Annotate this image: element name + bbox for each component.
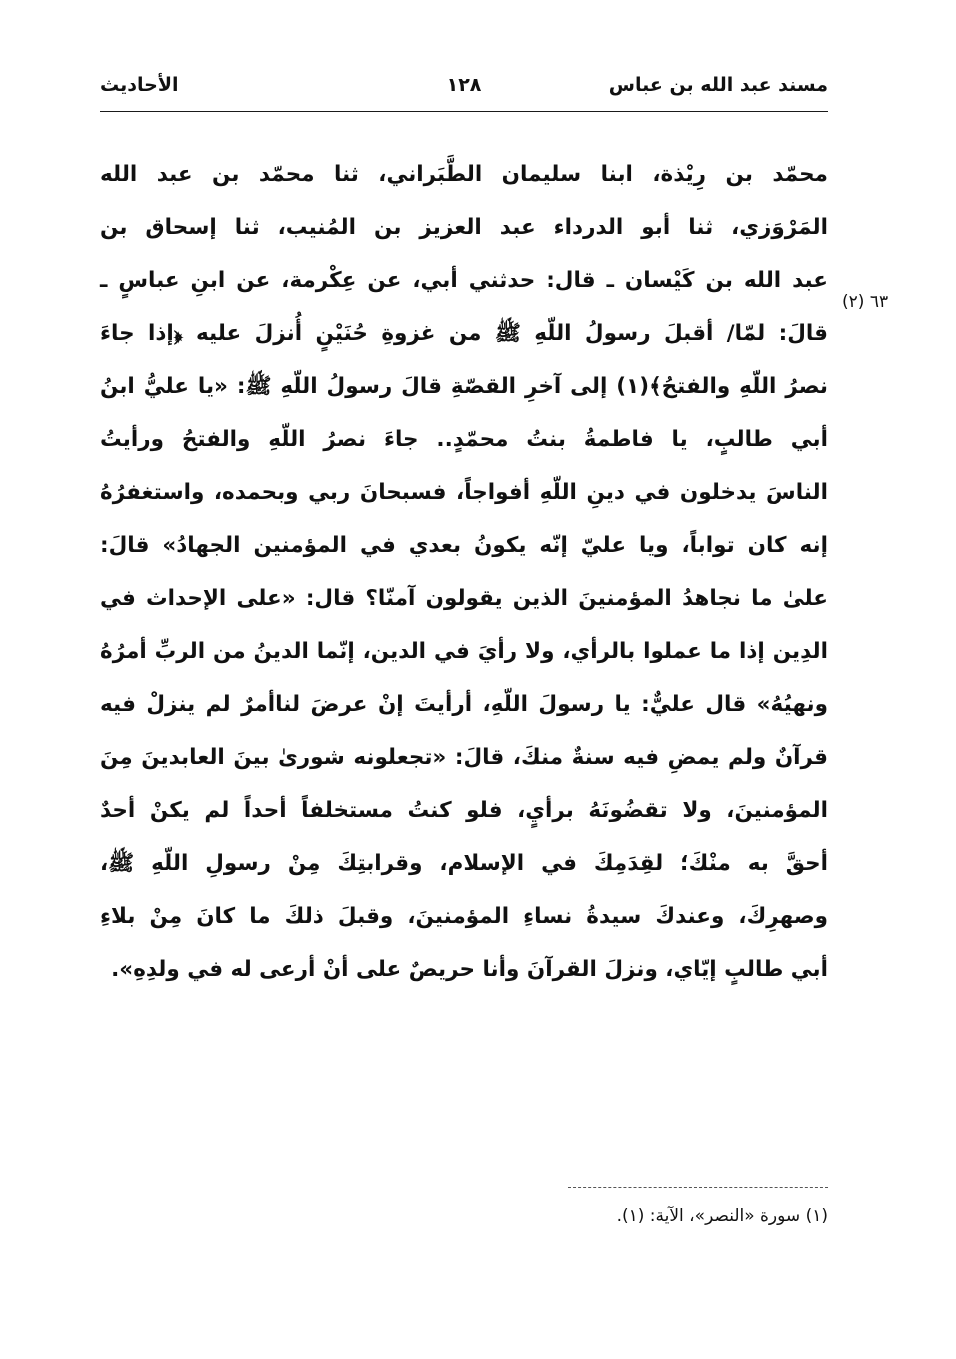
text-line: الدِين إذا ما عملوا بالرأي، ولا رأيَ في الدين، إنّما الدينُ من الربِّ أمرُهُ xyxy=(100,639,828,664)
header-rule xyxy=(100,111,828,112)
text-line: المَرْوَزي، ثنا أبو الدرداء عبد العزيز بن المُنيب، ثنا إسحاق بن xyxy=(100,215,828,240)
text-line: ونهيُهُ» قال عليٌّ: يا رسولَ اللّهِ، أرأيتَ إنْ عرضَ لناأمرٌ لم ينزلْ فيه xyxy=(100,692,828,717)
section-title: الأحاديث xyxy=(100,74,179,96)
text-line: أحقَّ به منْكَ؛ لقِدَمِكَ في الإسلام، وقرابتِكَ مِنْ رسولِ اللّهِ ﷺ، xyxy=(100,851,828,876)
text-line: أبي طالبٍ إيّاي، ونزلَ القرآنَ وأنا حريصٌ على أنْ أرعى له في ولدِهِ». xyxy=(111,957,828,982)
footnote-rule xyxy=(568,1187,828,1188)
text-line: قالَ: لمّا/ أقبلَ رسولُ اللّهِ ﷺ من غزوةِ حُنَيْنٍ أُنزلَ عليه ﴿إذا جاءَ xyxy=(100,321,828,346)
page-header xyxy=(100,72,828,106)
main-text xyxy=(100,148,828,996)
text-line: عبد الله بن كَيْسان ـ قال: حدثني أبي، عن عِكْرمة، عن ابنِ عباسٍ ـ xyxy=(100,268,828,293)
footnote: (١) سورة «النصر»، الآية: (١). xyxy=(616,1206,828,1226)
text-line: محمّد بن رِيْذة، ابنا سليمان الطَّبَراني، ثنا محمّد بن عبد الله xyxy=(100,162,828,187)
text-line: قرآنٌ ولم يمضِ فيه سنةٌ منكَ، قالَ: «تجعلونه شورىٰ بينَ العابدينَ مِنَ xyxy=(100,745,828,770)
hadith-number: ٦٣ (٢) xyxy=(842,292,889,312)
page-number: ١٢٨ xyxy=(446,74,482,96)
text-line: المؤمنينَ، ولا تقضُونَهُ برأيٍ، فلو كنتُ مستخلفاً أحداً لم يكنْ أحدٌ xyxy=(100,798,828,823)
text-line: وصهرِكَ، وعندكَ سيدةُ نساءِ المؤمنينَ، وقبلَ ذلكَ ما كانَ مِنْ بلاءِ xyxy=(100,904,828,929)
text-line: الناسَ يدخلون في دينِ اللّهِ أفواجاً، فسبحانَ ربي وبحمده، واستغفرُهُ xyxy=(100,480,828,505)
book-title: مسند عبد الله بن عباس xyxy=(608,74,828,96)
text-line: علىٰ ما نجاهدُ المؤمنينَ الذين يقولون آمنّا؟ قال: «على الإحداث في xyxy=(100,586,828,611)
text-line: إنه كان تواباً، ويا عليّ إنّه يكونُ بعدي في المؤمنين الجهادُ» قالَ: xyxy=(100,533,828,558)
text-line: أبي طالبٍ، يا فاطمةُ بنتُ محمّدٍ.. جاءَ نصرُ اللّهِ والفتحُ ورأيتُ xyxy=(100,427,828,452)
text-line: نصرُ اللّهِ والفتحُ﴾(١) إلى آخرِ القصّةِ قالَ رسولُ اللّهِ ﷺ: «يا عليُّ ابنُ xyxy=(100,374,828,399)
